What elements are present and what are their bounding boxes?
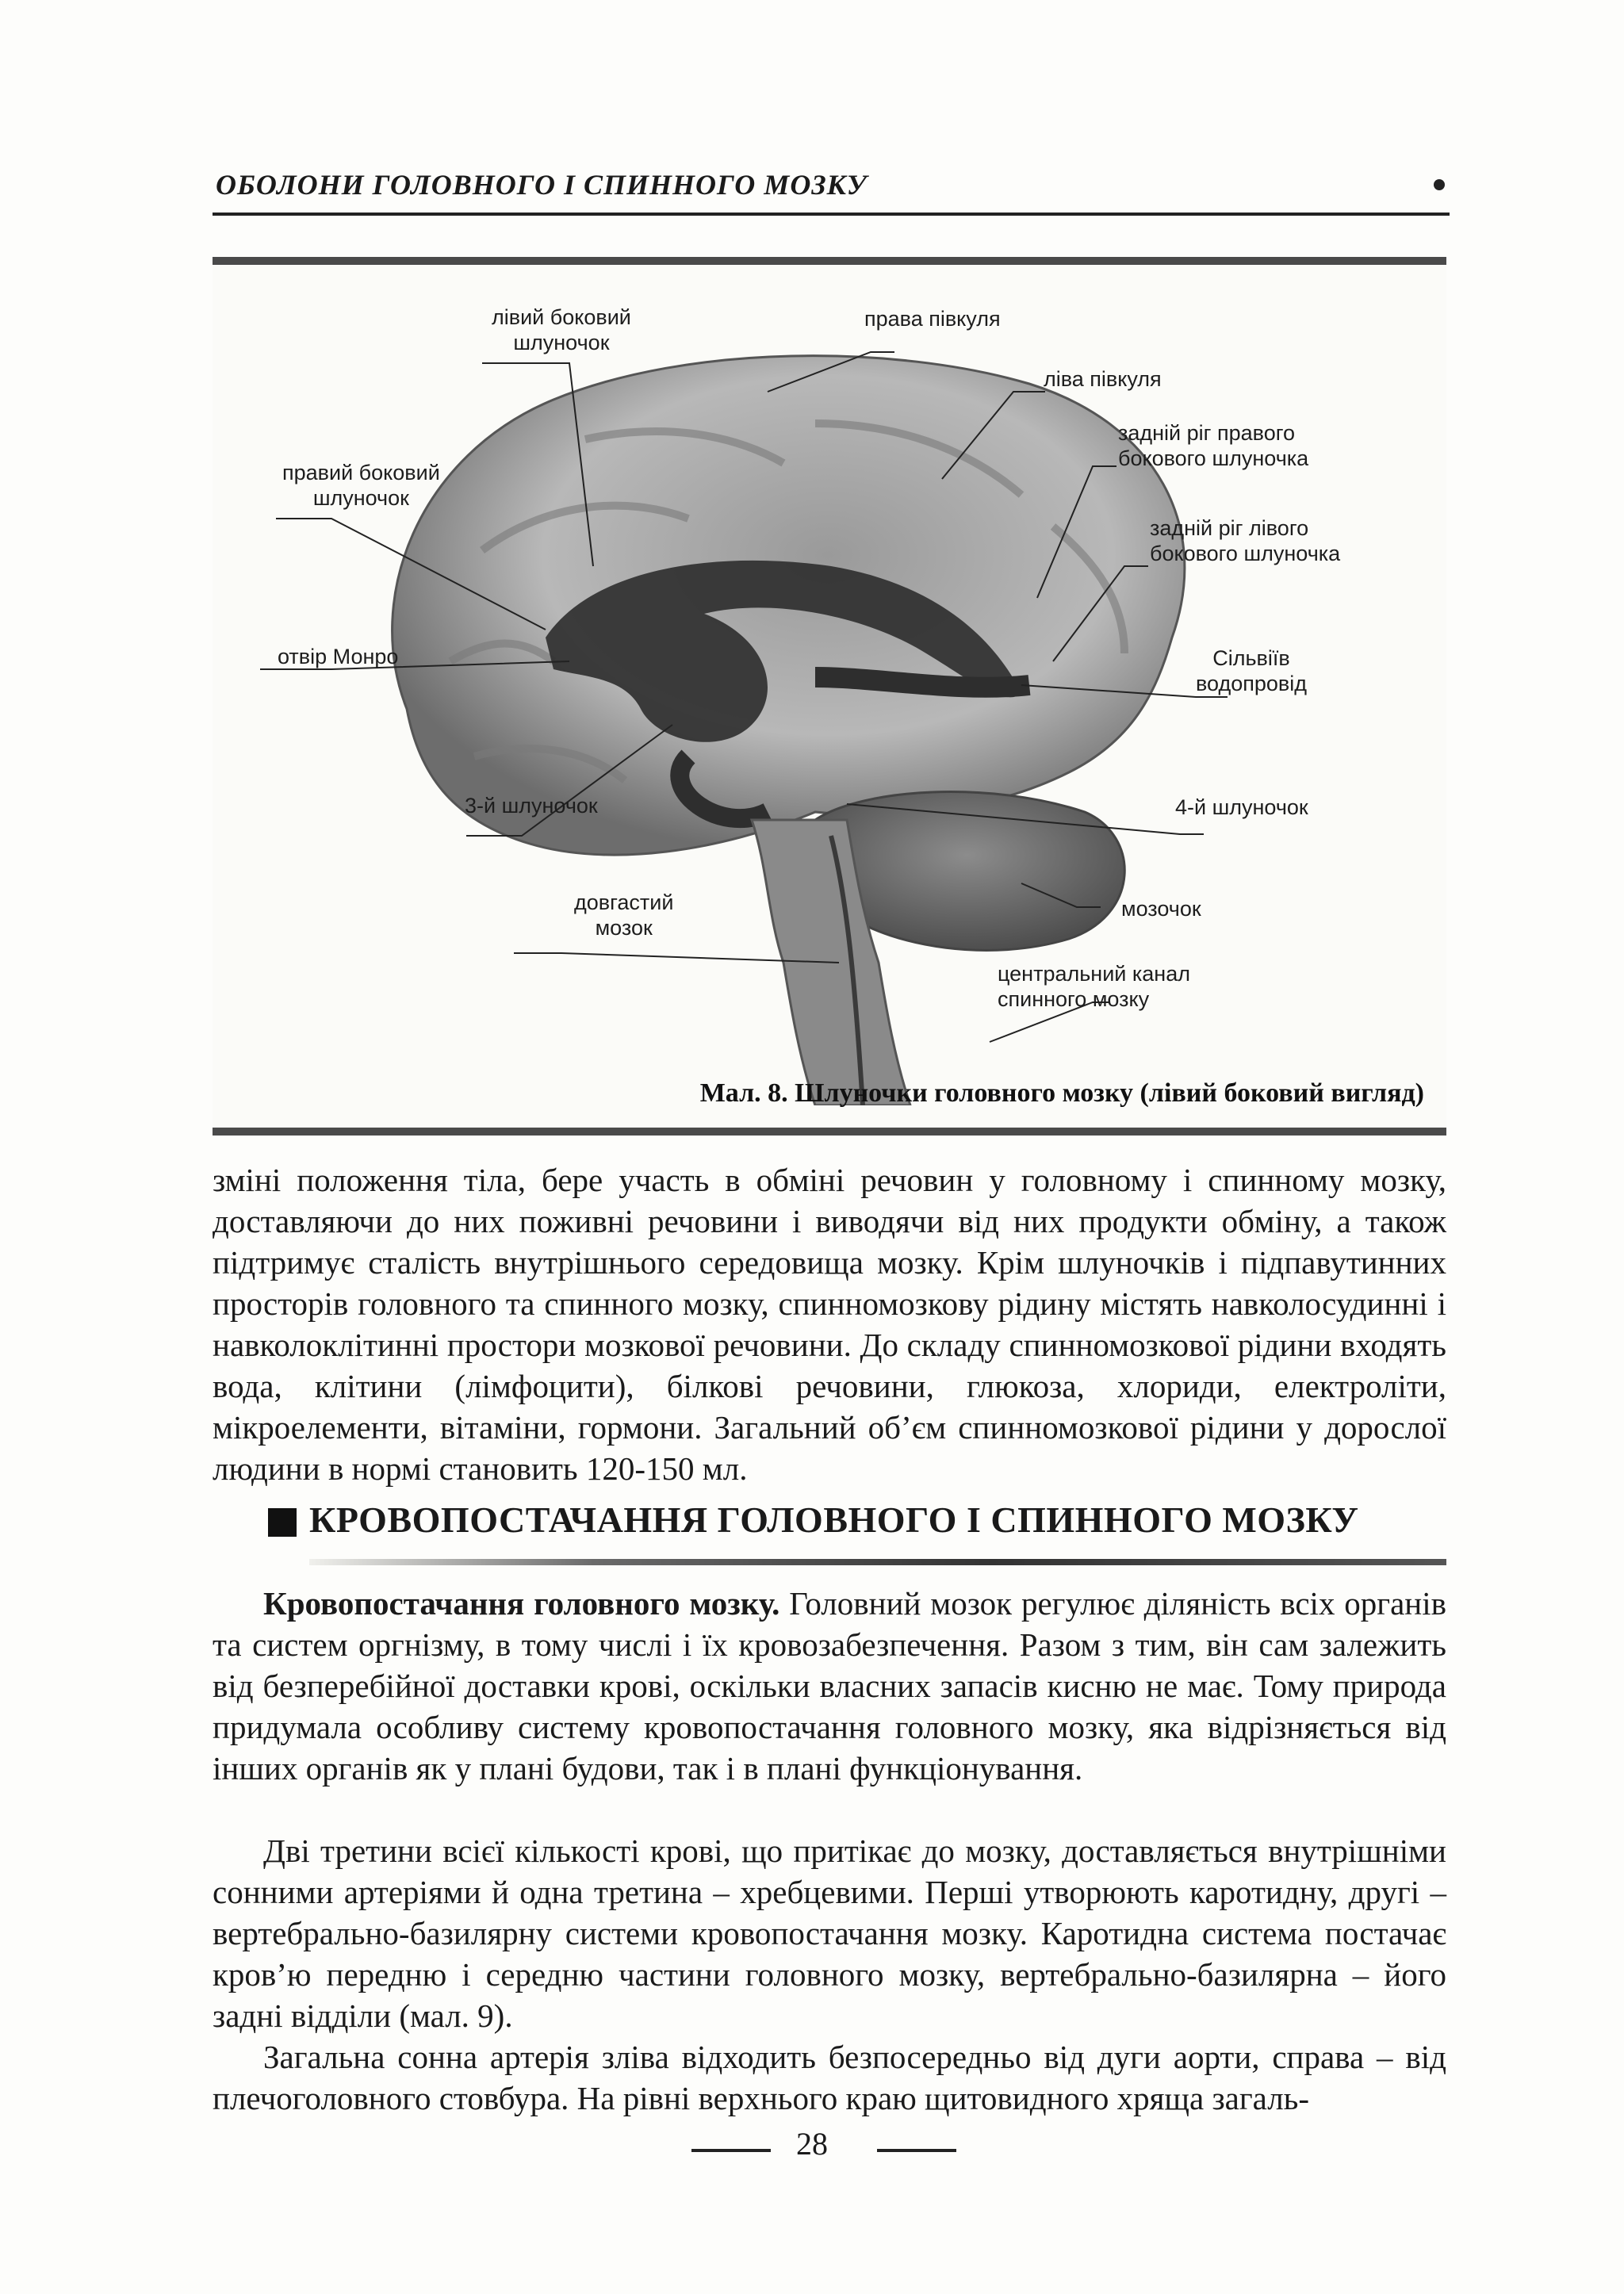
label-right-hemisphere: права півкуля: [864, 307, 1001, 331]
figure-caption: Мал. 8. Шлуночки головного мозку (лівий боковий вигляд): [699, 1078, 1424, 1108]
label-cerebellum: мозочок: [1121, 897, 1201, 921]
label-left-posterior-horn: задній ріг лівого бокового шлуночка: [1150, 516, 1341, 565]
paragraph-carotid: [213, 2036, 1446, 2119]
label-left-hemisphere: ліва півкуля: [1044, 367, 1162, 391]
label-left-lateral-ventricle: лівий боковий шлуночок: [492, 305, 631, 354]
paragraph-body: Головний мозок регулює діляність всіх органів та систем оргнізму, в тому числі і їх кровозабезпечення. Разом з тим, він сам залежить від безперебійної доставки крові, оскільки власних запасів кисню не має. Тому природа придумала особливу систему кровопостачання головного мозку, яка відрізняється від інших органів як у плані будови, так і в плані функціонування.: [213, 1585, 1446, 1787]
label-right-posterior-horn: задній ріг правого бокового шлуночка: [1118, 421, 1309, 470]
label-right-lateral-ventricle: правий боковий шлуночок: [282, 461, 440, 510]
label-central-canal: центральний канал спинного мозку: [998, 962, 1190, 1011]
paragraph-arteries-text: Дві третини всієї кількості крові, що притікає до мозку, доставляється внутрішніми сонними артеріями й одна третина – хребцевими. Перші утворюють каротидну, другі – вертебрально-базилярну системи кровопостачання мозку. Каротидна система постачає кров’ю передню і середню частини головного мозку, вертебрально-базилярна – його задні відділи (мал. 9).: [213, 1833, 1446, 2034]
footer-rule-right: [877, 2149, 956, 2152]
section-square-icon: [268, 1508, 297, 1537]
page-footer: [0, 2125, 1624, 2173]
section-divider: [309, 1559, 1446, 1565]
running-header: [213, 168, 1450, 216]
section-heading: [268, 1499, 1446, 1556]
header-bullet-icon: [1434, 179, 1445, 190]
paragraph-arteries: [213, 1830, 1446, 2036]
label-sylvian-aqueduct: Сільвіїв водопровід: [1196, 646, 1307, 695]
running-header-title: ОБОЛОНИ ГОЛОВНОГО І СПИННОГО МОЗКУ: [216, 169, 868, 201]
paragraph-csf: зміні положення тіла, бере участь в обміні речовин у головному і спинному мозку, доставляючи до них поживні речовини і виводячи від них продукти обміну, а також підтримує сталість внутрішнього середовища мозку. Крім шлуночків і підпавутинних просторів головного та спинного мозку, спинномозкову рідину містять навколосудинні і навколоклітинні простори мозкової речовини. До складу спинномозкової рідини входять вода, клітини (лімфоцити), білкові речовини, глюкоза, хлориди, електроліти, мікроелементи, вітаміни, гормони. Загальний об’єм спинномозкової рідини у дорослої людини в нормі становить 120-150 мл.: [213, 1162, 1446, 1487]
label-monro-foramen: отвір Монро: [278, 645, 399, 668]
label-medulla: довгастий мозок: [574, 890, 674, 940]
section-title: КРОВОПОСТАЧАННЯ ГОЛОВНОГО І СПИННОГО МОЗКУ: [309, 1499, 1359, 1540]
label-third-ventricle: 3-й шлуночок: [465, 794, 598, 818]
label-fourth-ventricle: 4-й шлуночок: [1175, 795, 1308, 819]
footer-rule-left: [691, 2149, 771, 2152]
page-number: 28: [796, 2126, 828, 2162]
brain-ventricles-figure: [213, 257, 1446, 1136]
paragraph-blood-supply: [213, 1583, 1446, 1789]
paragraph-lead: Кровопостачання головного мозку.: [263, 1585, 780, 1622]
paragraph-carotid-text: Загальна сонна артерія зліва відходить безпосередньо від дуги аорти, справа – від плечоголовного стовбура. На рівні верхнього краю щитовидного хряща загаль-: [213, 2039, 1446, 2116]
